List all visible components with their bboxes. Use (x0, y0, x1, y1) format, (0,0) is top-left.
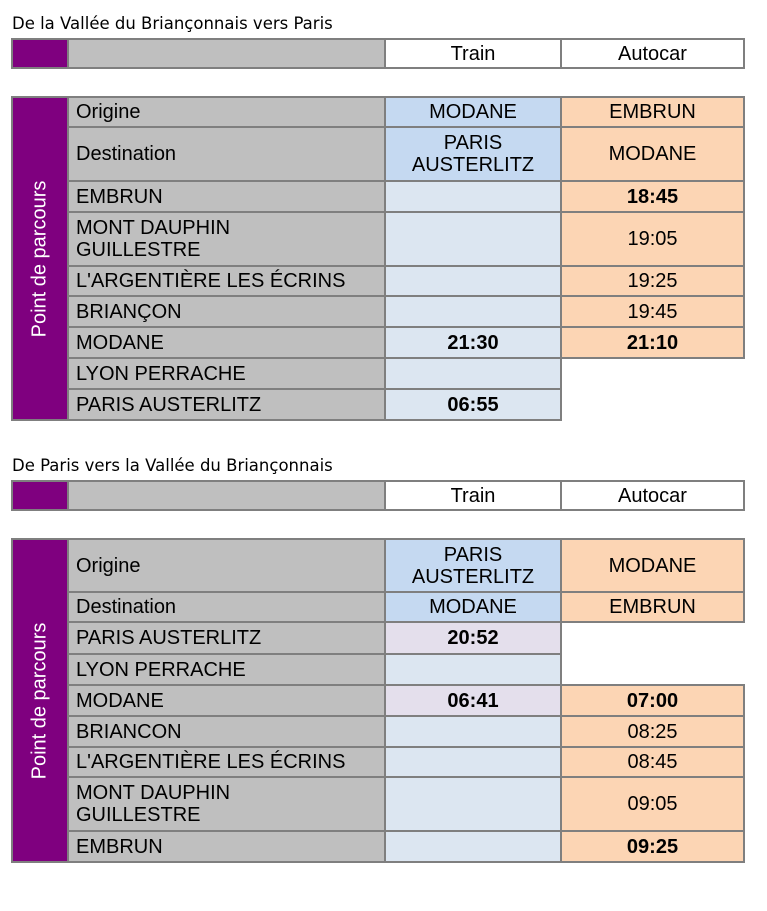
section1-stop-autocar: 19:45 (560, 295, 745, 328)
section2-stop-train: 06:41 (384, 684, 562, 717)
section2-header-blank (67, 480, 386, 511)
section1-stop-train (384, 357, 562, 390)
section2-stop-name: MODANE (67, 684, 386, 717)
section1-origin-train: MODANE (384, 96, 562, 128)
section2-stop-autocar: 09:05 (560, 776, 745, 832)
section2-stop-name: L'ARGENTIÈRE LES ÉCRINS (67, 746, 386, 778)
section1-stop-name: BRIANÇON (67, 295, 386, 328)
section1-destination-train: PARIS AUSTERLITZ (384, 126, 562, 182)
section1-stop-autocar: 19:05 (560, 211, 745, 267)
section2-stop-train (384, 776, 562, 832)
section1-stop-autocar: 18:45 (560, 180, 745, 213)
section1-origin-autocar: EMBRUN (560, 96, 745, 128)
section2-stop-train: 20:52 (384, 621, 562, 655)
section2-origin-autocar: MODANE (560, 538, 745, 593)
section2-stop-autocar: 07:00 (560, 684, 745, 717)
section1-header-autocar: Autocar (560, 38, 745, 69)
section2-destination-label: Destination (67, 591, 386, 623)
section2-origin-label: Origine (67, 538, 386, 593)
section1-stop-train (384, 265, 562, 297)
section2-stop-name: MONT DAUPHIN GUILLESTRE (67, 776, 386, 832)
section1-side-bar (11, 96, 69, 421)
section1-stop-train (384, 180, 562, 213)
section1-destination-label: Destination (67, 126, 386, 182)
section1-origin-label: Origine (67, 96, 386, 128)
section2-stop-autocar: 09:25 (560, 830, 745, 863)
section2-stop-train (384, 746, 562, 778)
section1-stop-name: EMBRUN (67, 180, 386, 213)
section2-side-label: Point de parcours (28, 622, 51, 779)
section2-stop-name: EMBRUN (67, 830, 386, 863)
section1-header-blank (67, 38, 386, 69)
section2-stop-autocar: 08:45 (560, 746, 745, 778)
section2-stop-name: LYON PERRACHE (67, 653, 386, 686)
section2-destination-autocar: EMBRUN (560, 591, 745, 623)
section1-stop-name: MODANE (67, 326, 386, 359)
section1-header-train: Train (384, 38, 562, 69)
section1-stop-train (384, 295, 562, 328)
section2-stop-name: BRIANCON (67, 715, 386, 748)
section1-side-label: Point de parcours (28, 180, 51, 337)
section2-header-swatch (11, 480, 69, 511)
section1-stop-train: 06:55 (384, 388, 562, 421)
section1-stop-name: MONT DAUPHIN GUILLESTRE (67, 211, 386, 267)
section1-stop-name: PARIS AUSTERLITZ (67, 388, 386, 421)
section2-stop-name: PARIS AUSTERLITZ (67, 621, 386, 655)
section1-title: De la Vallée du Briançonnais vers Paris (12, 14, 333, 33)
section2-header-train: Train (384, 480, 562, 511)
section1-stop-autocar: 19:25 (560, 265, 745, 297)
section1-stop-autocar: 21:10 (560, 326, 745, 359)
section2-stop-autocar: 08:25 (560, 715, 745, 748)
section1-destination-autocar: MODANE (560, 126, 745, 182)
section2-destination-train: MODANE (384, 591, 562, 623)
section1-header-swatch (11, 38, 69, 69)
section2-stop-train (384, 715, 562, 748)
section1-stop-name: L'ARGENTIÈRE LES ÉCRINS (67, 265, 386, 297)
section2-stop-train (384, 653, 562, 686)
section2-stop-train (384, 830, 562, 863)
section2-title: De Paris vers la Vallée du Briançonnais (12, 456, 333, 475)
section2-origin-train: PARIS AUSTERLITZ (384, 538, 562, 593)
section2-side-bar (11, 538, 69, 863)
section1-stop-name: LYON PERRACHE (67, 357, 386, 390)
section1-stop-train (384, 211, 562, 267)
section1-stop-train: 21:30 (384, 326, 562, 359)
section2-header-autocar: Autocar (560, 480, 745, 511)
